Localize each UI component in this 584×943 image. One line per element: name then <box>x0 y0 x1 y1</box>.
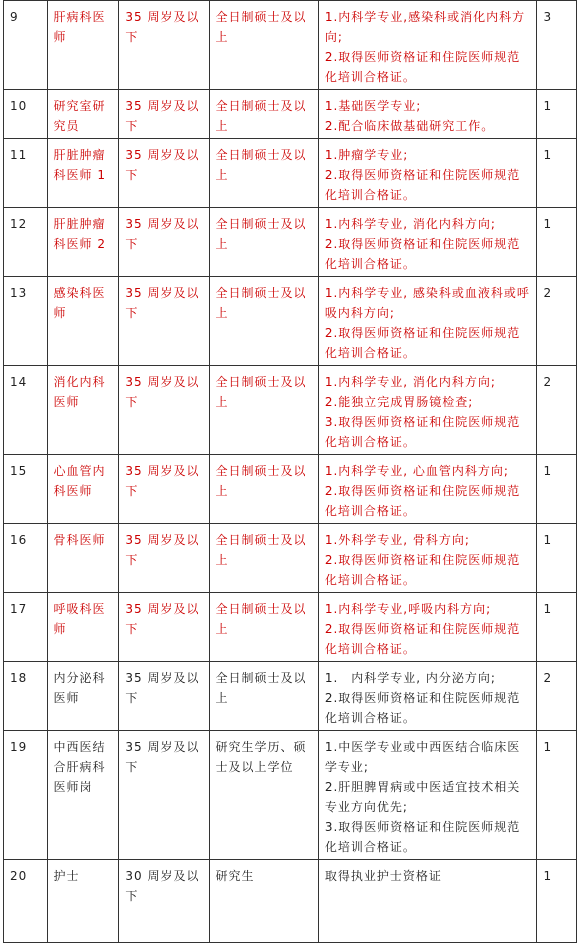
table-row <box>4 860 577 943</box>
job-requirements <box>318 277 537 366</box>
requirement-line: 3.取得医师资格证和住院医师规范化培训合格证。 <box>324 820 521 854</box>
age-requirement: 30 周岁及以下 <box>119 860 209 943</box>
job-requirements <box>318 90 537 139</box>
position-name: 护士 <box>47 860 119 943</box>
row-number: 17 <box>4 593 48 662</box>
job-requirements <box>318 366 537 455</box>
row-number: 20 <box>4 860 48 943</box>
table-row <box>4 1 577 90</box>
recruitment-table-body <box>4 1 577 943</box>
requirement-line: 1.肿瘤学专业; <box>324 148 409 162</box>
requirement-line: 2.取得医师资格证和住院医师规范化培训合格证。 <box>324 168 521 202</box>
headcount: 2 <box>537 277 577 366</box>
age-requirement: 35 周岁及以下 <box>119 662 209 731</box>
job-requirements <box>318 455 537 524</box>
job-requirements <box>318 593 537 662</box>
row-number: 13 <box>4 277 48 366</box>
position-name: 骨科医师 <box>47 524 119 593</box>
requirement-line: 2.配合临床做基础研究工作。 <box>324 119 495 133</box>
headcount: 1 <box>537 593 577 662</box>
age-requirement: 35 周岁及以下 <box>119 139 209 208</box>
age-requirement: 35 周岁及以下 <box>119 593 209 662</box>
table-row <box>4 139 577 208</box>
headcount: 1 <box>537 455 577 524</box>
age-requirement: 35 周岁及以下 <box>119 277 209 366</box>
requirement-line: 2.取得医师资格证和住院医师规范化培训合格证。 <box>324 691 521 725</box>
job-requirements <box>318 208 537 277</box>
education-requirement: 全日制硕士及以上 <box>209 208 318 277</box>
requirement-line: 2.取得医师资格证和住院医师规范化培训合格证。 <box>324 622 521 656</box>
job-requirements <box>318 524 537 593</box>
education-requirement: 全日制硕士及以上 <box>209 524 318 593</box>
headcount: 2 <box>537 662 577 731</box>
requirement-line: 1.外科学专业, 骨科方向; <box>324 533 470 547</box>
requirement-line: 2.取得医师资格证和住院医师规范化培训合格证。 <box>324 50 521 84</box>
age-requirement: 35 周岁及以下 <box>119 366 209 455</box>
row-number: 19 <box>4 731 48 860</box>
education-requirement: 全日制硕士及以上 <box>209 277 318 366</box>
row-number: 12 <box>4 208 48 277</box>
requirement-line: 1.内科学专业,呼吸内科方向; <box>324 602 492 616</box>
headcount: 1 <box>537 524 577 593</box>
headcount: 1 <box>537 208 577 277</box>
requirement-line: 2.肝胆脾胃病或中医适宜技术相关专业方向优先; <box>324 780 521 814</box>
table-row <box>4 208 577 277</box>
position-name: 呼吸科医师 <box>47 593 119 662</box>
table-row <box>4 524 577 593</box>
requirement-line: 2.取得医师资格证和住院医师规范化培训合格证。 <box>324 484 521 518</box>
requirement-line: 2.取得医师资格证和住院医师规范化培训合格证。 <box>324 237 521 271</box>
age-requirement: 35 周岁及以下 <box>119 455 209 524</box>
education-requirement: 全日制硕士及以上 <box>209 139 318 208</box>
age-requirement: 35 周岁及以下 <box>119 524 209 593</box>
table-row <box>4 731 577 860</box>
headcount: 3 <box>537 1 577 90</box>
position-name: 中西医结合肝病科医师岗 <box>47 731 119 860</box>
requirement-line: 2.取得医师资格证和住院医师规范化培训合格证。 <box>324 553 521 587</box>
requirement-line: 1. 内科学专业, 内分泌方向; <box>324 671 496 685</box>
age-requirement: 35 周岁及以下 <box>119 731 209 860</box>
table-row <box>4 662 577 731</box>
requirement-line: 取得执业护士资格证 <box>324 869 442 883</box>
headcount: 2 <box>537 366 577 455</box>
requirement-line: 1.内科学专业, 心血管内科方向; <box>324 464 509 478</box>
row-number: 15 <box>4 455 48 524</box>
age-requirement: 35 周岁及以下 <box>119 1 209 90</box>
education-requirement: 研究生 <box>209 860 318 943</box>
position-name: 研究室研究员 <box>47 90 119 139</box>
education-requirement: 全日制硕士及以上 <box>209 593 318 662</box>
education-requirement: 全日制硕士及以上 <box>209 455 318 524</box>
position-name: 心血管内科医师 <box>47 455 119 524</box>
job-requirements <box>318 139 537 208</box>
row-number: 9 <box>4 1 48 90</box>
job-requirements <box>318 860 537 943</box>
education-requirement: 全日制硕士及以上 <box>209 662 318 731</box>
table-row <box>4 455 577 524</box>
position-name: 感染科医师 <box>47 277 119 366</box>
row-number: 16 <box>4 524 48 593</box>
position-name: 肝病科医师 <box>47 1 119 90</box>
row-number: 10 <box>4 90 48 139</box>
recruitment-table <box>3 0 577 943</box>
requirement-line: 1.内科学专业, 消化内科方向; <box>324 375 496 389</box>
position-name: 消化内科医师 <box>47 366 119 455</box>
headcount: 1 <box>537 860 577 943</box>
position-name: 内分泌科医师 <box>47 662 119 731</box>
table-row <box>4 90 577 139</box>
table-row <box>4 277 577 366</box>
row-number: 18 <box>4 662 48 731</box>
headcount: 1 <box>537 731 577 860</box>
headcount: 1 <box>537 139 577 208</box>
job-requirements <box>318 1 537 90</box>
position-name: 肝脏肿瘤科医师 2 <box>47 208 119 277</box>
requirement-line: 1.内科学专业,感染科或消化内科方向; <box>324 10 526 44</box>
requirement-line: 2.取得医师资格证和住院医师规范化培训合格证。 <box>324 326 521 360</box>
requirement-line: 3.取得医师资格证和住院医师规范化培训合格证。 <box>324 415 521 449</box>
headcount: 1 <box>537 90 577 139</box>
job-requirements <box>318 731 537 860</box>
position-name: 肝脏肿瘤科医师 1 <box>47 139 119 208</box>
education-requirement: 全日制硕士及以上 <box>209 1 318 90</box>
table-row <box>4 593 577 662</box>
row-number: 14 <box>4 366 48 455</box>
age-requirement: 35 周岁及以下 <box>119 90 209 139</box>
requirement-line: 1.中医学专业或中西医结合临床医学专业; <box>324 740 521 774</box>
requirement-line: 1.基础医学专业; <box>324 99 422 113</box>
requirement-line: 1.内科学专业, 感染科或血液科或呼吸内科方向; <box>324 286 530 320</box>
row-number: 11 <box>4 139 48 208</box>
education-requirement: 研究生学历、硕士及以上学位 <box>209 731 318 860</box>
job-requirements <box>318 662 537 731</box>
age-requirement: 35 周岁及以下 <box>119 208 209 277</box>
requirement-line: 2.能独立完成胃肠镜检查; <box>324 395 474 409</box>
table-row <box>4 366 577 455</box>
education-requirement: 全日制硕士及以上 <box>209 90 318 139</box>
requirement-line: 1.内科学专业, 消化内科方向; <box>324 217 496 231</box>
education-requirement: 全日制硕士及以上 <box>209 366 318 455</box>
